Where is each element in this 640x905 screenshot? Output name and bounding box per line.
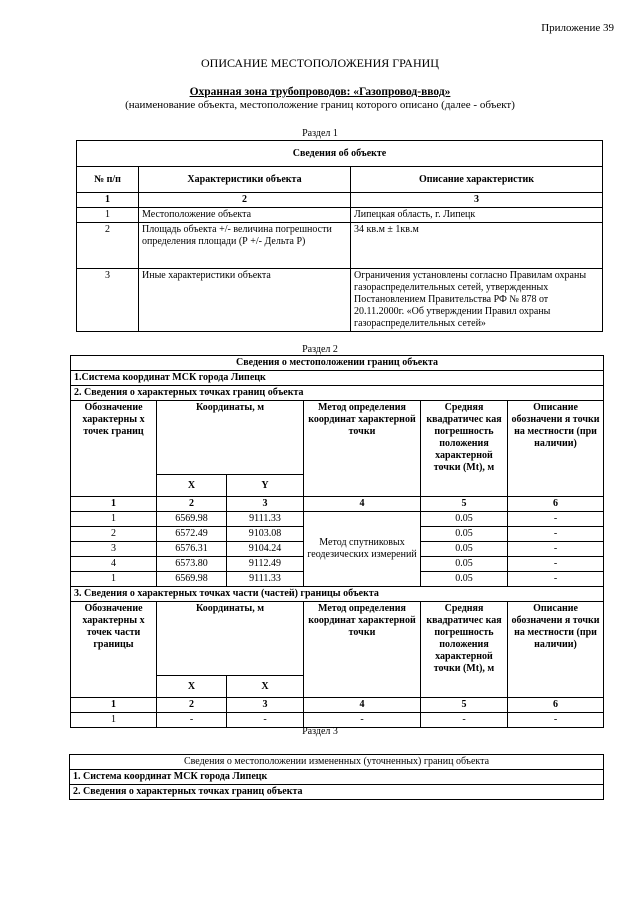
row-desc: 34 кв.м ± 1кв.м bbox=[351, 223, 603, 269]
row-char: Иные характеристики объекта bbox=[139, 269, 351, 332]
col-header-num: № п/п bbox=[77, 167, 139, 193]
point-y: 9112.49 bbox=[227, 557, 304, 572]
col-num: 4 bbox=[304, 497, 421, 512]
point-y: 9111.33 bbox=[227, 572, 304, 587]
section1-label: Раздел 1 bbox=[302, 128, 338, 139]
part-col-y: X bbox=[227, 676, 304, 698]
col-method: Метод определения координат характерной точки bbox=[304, 401, 421, 497]
point-mt: 0.05 bbox=[421, 572, 508, 587]
part-col-location: Описание обозначени я точки на местности (при наличии) bbox=[508, 602, 604, 698]
section1-table bbox=[76, 140, 603, 332]
row-char: Площадь объекта +/- величина погрешности определения площади (Р +/- Дельта Р) bbox=[139, 223, 351, 269]
col-num: 3 bbox=[227, 698, 304, 713]
page-title: ОПИСАНИЕ МЕСТОПОЛОЖЕНИЯ ГРАНИЦ bbox=[201, 56, 439, 70]
row-num: 3 bbox=[77, 269, 139, 332]
table-row bbox=[71, 512, 604, 527]
section3-points-header: 2. Сведения о характерных точках границ объекта bbox=[70, 785, 604, 800]
part-col-x: X bbox=[157, 676, 227, 698]
point-x: 6576.31 bbox=[157, 542, 227, 557]
col-num: 5 bbox=[421, 698, 508, 713]
method-cell: Метод спутниковых геодезических измерений bbox=[304, 512, 421, 587]
point-mt: 0.05 bbox=[421, 512, 508, 527]
part-col-error: Средняя квадратичес кая погрешность положения характерной точки (Mt), м bbox=[421, 602, 508, 698]
col-num: 1 bbox=[71, 698, 157, 713]
point-mt: - bbox=[421, 713, 508, 728]
row-char: Местоположение объекта bbox=[139, 208, 351, 223]
point-y: 9111.33 bbox=[227, 512, 304, 527]
col-coords: Координаты, м bbox=[157, 401, 304, 475]
section3-header: Сведения о местоположении измененных (уточненных) границ объекта bbox=[70, 755, 604, 770]
part-col-method: Метод определения координат характерной точки bbox=[304, 602, 421, 698]
point-y: - bbox=[227, 713, 304, 728]
part-col-coords: Координаты, м bbox=[157, 602, 304, 676]
col-location: Описание обозначени я точки на местности (при наличии) bbox=[508, 401, 604, 497]
row-desc: Ограничения установлены согласно Правилам охраны газораспределительных сетей, утвержденных Постановлением Правительства РФ № 878 от 20.11.2000г. «Об утверждении Правил охраны газораспределительных сетей» bbox=[351, 269, 603, 332]
row-num: 2 bbox=[77, 223, 139, 269]
point-desc: - bbox=[508, 557, 604, 572]
col-num: 3 bbox=[351, 193, 603, 208]
section3-table bbox=[69, 754, 604, 800]
appendix-label: Приложение 39 bbox=[541, 22, 614, 34]
col-header-desc: Описание характеристик bbox=[351, 167, 603, 193]
col-num: 5 bbox=[421, 497, 508, 512]
points-header: 2. Сведения о характерных точках границ объекта bbox=[71, 386, 604, 401]
point-y: 9104.24 bbox=[227, 542, 304, 557]
point-x: - bbox=[157, 713, 227, 728]
point-method: - bbox=[304, 713, 421, 728]
point-id: 1 bbox=[71, 572, 157, 587]
point-desc: - bbox=[508, 572, 604, 587]
point-x: 6569.98 bbox=[157, 572, 227, 587]
point-id: 1 bbox=[71, 512, 157, 527]
col-num: 1 bbox=[77, 193, 139, 208]
col-num: 4 bbox=[304, 698, 421, 713]
col-x: X bbox=[157, 475, 227, 497]
table-row bbox=[77, 208, 603, 223]
point-desc: - bbox=[508, 512, 604, 527]
col-num: 6 bbox=[508, 497, 604, 512]
col-y: Y bbox=[227, 475, 304, 497]
section2-table bbox=[70, 355, 604, 728]
point-x: 6569.98 bbox=[157, 512, 227, 527]
section2-label: Раздел 2 bbox=[302, 344, 338, 355]
col-designation: Обозначение характерны х точек границ bbox=[71, 401, 157, 497]
point-id: 1 bbox=[71, 713, 157, 728]
point-id: 3 bbox=[71, 542, 157, 557]
col-num: 6 bbox=[508, 698, 604, 713]
point-mt: 0.05 bbox=[421, 542, 508, 557]
point-mt: 0.05 bbox=[421, 557, 508, 572]
col-num: 2 bbox=[157, 497, 227, 512]
col-error: Средняя квадратичес кая погрешность положения характерной точки (Mt), м bbox=[421, 401, 508, 497]
row-num: 1 bbox=[77, 208, 139, 223]
table-row bbox=[77, 269, 603, 332]
table-row bbox=[77, 223, 603, 269]
point-desc: - bbox=[508, 542, 604, 557]
col-header-char: Характеристики объекта bbox=[139, 167, 351, 193]
section3-label: Раздел 3 bbox=[302, 726, 338, 737]
object-description: (наименование объекта, местоположение границ которого описано (далее - объект) bbox=[125, 99, 515, 111]
col-num: 2 bbox=[157, 698, 227, 713]
part-header: 3. Сведения о характерных точках части (частей) границы объекта bbox=[71, 587, 604, 602]
point-desc: - bbox=[508, 713, 604, 728]
col-num: 2 bbox=[139, 193, 351, 208]
point-x: 6572.49 bbox=[157, 527, 227, 542]
point-mt: 0.05 bbox=[421, 527, 508, 542]
row-desc: Липецкая область, г. Липецк bbox=[351, 208, 603, 223]
point-id: 2 bbox=[71, 527, 157, 542]
point-y: 9103.08 bbox=[227, 527, 304, 542]
point-desc: - bbox=[508, 527, 604, 542]
object-name: Охранная зона трубопроводов: «Газопровод-ввод» bbox=[189, 86, 451, 98]
point-x: 6573.80 bbox=[157, 557, 227, 572]
section2-header: Сведения о местоположении границ объекта bbox=[71, 356, 604, 371]
part-col-designation: Обозначение характерны х точек части границы bbox=[71, 602, 157, 698]
section1-header: Сведения об объекте bbox=[77, 141, 603, 167]
coord-system: 1.Система координат МСК города Липецк bbox=[71, 371, 604, 386]
col-num: 3 bbox=[227, 497, 304, 512]
point-id: 4 bbox=[71, 557, 157, 572]
col-num: 1 bbox=[71, 497, 157, 512]
section3-coord-system: 1. Система координат МСК города Липецк bbox=[70, 770, 604, 785]
